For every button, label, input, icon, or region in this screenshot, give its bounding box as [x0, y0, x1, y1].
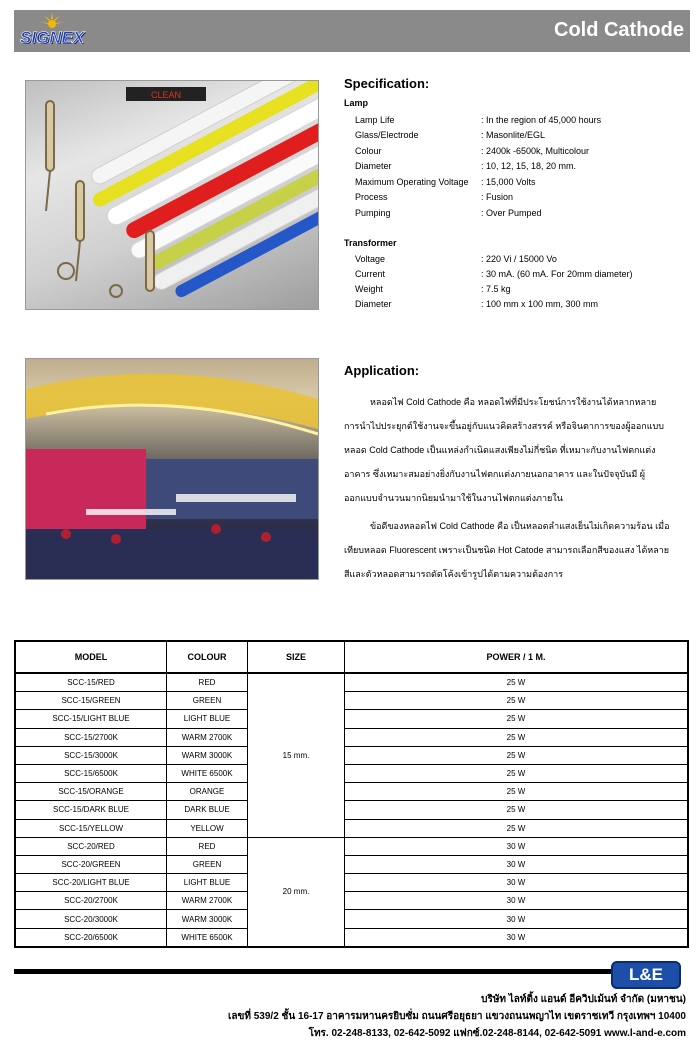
spec-key: Glass/Electrode	[355, 130, 419, 140]
table-row	[15, 819, 688, 837]
application-paragraph-2: ข้อดีของหลอดไฟ Cold Cathode คือ เป็นหลอดลำแสงเย็นไม่เกิดความร้อน เมื่อเทียบหลอด Fluorescent เพราะเป็นชนิด Hot Catode สามารถเลือกสีของแสง ได้หลายสีและตัวหลอดสามารถดัดโค้งเข้ารูปได้ตามความต้องการ	[344, 521, 670, 579]
l-and-e-logo: L&E	[611, 961, 681, 989]
model-cell: SCC-20/RED	[15, 837, 167, 855]
spec-row	[355, 208, 695, 222]
colour-cell: WARM 3000K	[167, 746, 248, 764]
table-row	[15, 801, 688, 819]
colour-cell: RED	[167, 673, 248, 692]
spec-value: : Masonlite/EGL	[481, 130, 546, 140]
cold-cathode-tubes-photo	[25, 80, 319, 310]
colour-cell: WARM 3000K	[167, 910, 248, 928]
table-row	[15, 855, 688, 873]
spec-value: : 10, 12, 15, 18, 20 mm.	[481, 161, 577, 171]
colour-cell: WARM 2700K	[167, 892, 248, 910]
colour-cell: GREEN	[167, 692, 248, 710]
table-row	[15, 837, 688, 855]
spec-row	[355, 146, 695, 160]
company-address: เลขที่ 539/2 ชั้น 16-17 อาคารมหานครยิบซั่ม ถนนศรีอยุธยา แขวงถนนพญาไท เขตราชเทวี กรุงเทพฯ 10400	[227, 1011, 686, 1022]
size-cell: 15 mm.	[248, 673, 345, 837]
spec-key: Lamp Life	[355, 115, 395, 125]
model-cell: SCC-20/LIGHT BLUE	[15, 874, 167, 892]
header-bar	[14, 10, 690, 52]
column-header-model: MODEL	[15, 641, 167, 673]
model-cell: SCC-15/YELLOW	[15, 819, 167, 837]
size-cell: 20 mm.	[248, 837, 345, 947]
spec-row	[355, 284, 695, 298]
table-row	[15, 728, 688, 746]
page-title: Cold Cathode	[554, 19, 684, 41]
table-row	[15, 783, 688, 801]
product-table	[14, 640, 689, 948]
spec-value: : 15,000 Volts	[481, 177, 536, 187]
colour-cell: WARM 2700K	[167, 728, 248, 746]
colour-cell: GREEN	[167, 855, 248, 873]
photo-label: CLEAN	[150, 90, 182, 100]
signex-logo	[18, 12, 102, 50]
column-header-colour: COLOUR	[167, 641, 248, 673]
model-cell: SCC-15/6500K	[15, 764, 167, 782]
model-cell: SCC-15/LIGHT BLUE	[15, 710, 167, 728]
spec-value: : 30 mA. (60 mA. For 20mm diameter)	[481, 269, 633, 279]
table-row	[15, 692, 688, 710]
power-cell: 30 W	[345, 892, 689, 910]
footer-rule	[14, 969, 618, 974]
power-cell: 30 W	[345, 855, 689, 873]
power-cell: 25 W	[345, 673, 689, 692]
specification-heading: Specification:	[344, 76, 430, 91]
model-cell: SCC-15/ORANGE	[15, 783, 167, 801]
spec-row	[355, 254, 695, 268]
model-cell: SCC-20/3000K	[15, 910, 167, 928]
spec-value: : 7.5 kg	[481, 284, 511, 294]
colour-cell: LIGHT BLUE	[167, 874, 248, 892]
spec-row	[355, 269, 695, 283]
company-name: บริษัท ไลท์ติ้ง แอนด์ อีควิปเม้นท์ จำกัด (มหาชน)	[481, 994, 686, 1005]
spec-row	[355, 130, 695, 144]
spec-row	[355, 115, 695, 129]
model-cell: SCC-15/GREEN	[15, 692, 167, 710]
power-cell: 25 W	[345, 764, 689, 782]
power-cell: 25 W	[345, 819, 689, 837]
spec-row	[355, 299, 695, 313]
column-header-size: SIZE	[248, 641, 345, 673]
table-header-row	[15, 641, 688, 673]
table-row	[15, 928, 688, 947]
colour-cell: WHITE 6500K	[167, 764, 248, 782]
spec-key: Maximum Operating Voltage	[355, 177, 469, 187]
column-header-power: POWER / 1 M.	[345, 641, 689, 673]
model-cell: SCC-20/GREEN	[15, 855, 167, 873]
lamp-heading: Lamp	[344, 98, 369, 108]
model-cell: SCC-15/2700K	[15, 728, 167, 746]
table-row	[15, 910, 688, 928]
spec-key: Pumping	[355, 208, 391, 218]
spec-key: Process	[355, 192, 388, 202]
spec-key: Current	[355, 269, 386, 279]
spec-value: : 220 Vi / 15000 Vo	[481, 254, 557, 264]
spec-row	[355, 161, 695, 175]
spec-key: Diameter	[355, 299, 392, 309]
transformer-heading: Transformer	[344, 238, 397, 248]
model-cell: SCC-20/6500K	[15, 928, 167, 947]
spec-key: Diameter	[355, 161, 392, 171]
colour-cell: ORANGE	[167, 783, 248, 801]
interior-lighting-photo	[25, 358, 319, 580]
table-row	[15, 746, 688, 764]
colour-cell: LIGHT BLUE	[167, 710, 248, 728]
colour-cell: RED	[167, 837, 248, 855]
model-cell: SCC-20/2700K	[15, 892, 167, 910]
power-cell: 25 W	[345, 710, 689, 728]
spec-row	[355, 192, 695, 206]
spec-value: : 100 mm x 100 mm, 300 mm	[481, 299, 599, 309]
spec-row	[355, 177, 695, 191]
colour-cell: DARK BLUE	[167, 801, 248, 819]
power-cell: 30 W	[345, 910, 689, 928]
table-row	[15, 673, 688, 692]
table-row	[15, 892, 688, 910]
model-cell: SCC-15/3000K	[15, 746, 167, 764]
spec-key: Weight	[355, 284, 383, 294]
power-cell: 25 W	[345, 746, 689, 764]
colour-cell: WHITE 6500K	[167, 928, 248, 947]
spec-key: Voltage	[355, 254, 386, 264]
spec-value: : 2400k -6500k, Multicolour	[481, 146, 590, 156]
power-cell: 25 W	[345, 692, 689, 710]
power-cell: 25 W	[345, 801, 689, 819]
model-cell: SCC-15/DARK BLUE	[15, 801, 167, 819]
spec-value: : Over Pumped	[481, 208, 542, 218]
power-cell: 30 W	[345, 874, 689, 892]
power-cell: 25 W	[345, 783, 689, 801]
application-paragraph-1: หลอดไฟ Cold Cathode คือ หลอดไฟที่มีประโยชน์การใช้งานได้หลากหลาย การนำไปประยุกต์ใช้งานจะขึ้นอยู่กับแนวคิดสร้างสรรค์ หรือจินตาการของผู้ออกแบบ หลอด Cold Cathode เป็นแหล่งกำเนิดแสงเพียงไม่กี่ชนิด ที่เหมาะกับงานไฟตกแต่ง อาคาร ซึ่งเหมาะสมอย่างยิ่งกับงานไฟตกแต่งภายนอกอาคาร และในปัจจุบันมี ผู้ออกแบบจำนวนมากนิยมนำมาใช้ในงานไฟตกแต่งภายใน	[344, 397, 664, 503]
table-row	[15, 710, 688, 728]
colour-cell: YELLOW	[167, 819, 248, 837]
power-cell: 25 W	[345, 728, 689, 746]
table-row	[15, 874, 688, 892]
application-heading: Application:	[344, 363, 420, 378]
power-cell: 30 W	[345, 837, 689, 855]
company-contact: โทร. 02-248-8133, 02-642-5092 แฟกซ์.02-248-8144, 02-642-5091 www.l-and-e.com	[308, 1028, 686, 1039]
logo-wordmark: SIGNEX	[20, 28, 85, 47]
spec-value: : Fusion	[481, 192, 514, 202]
spec-value: : In the region of 45,000 hours	[481, 115, 602, 125]
power-cell: 30 W	[345, 928, 689, 947]
model-cell: SCC-15/RED	[15, 673, 167, 692]
spec-key: Colour	[355, 146, 382, 156]
table-row	[15, 764, 688, 782]
